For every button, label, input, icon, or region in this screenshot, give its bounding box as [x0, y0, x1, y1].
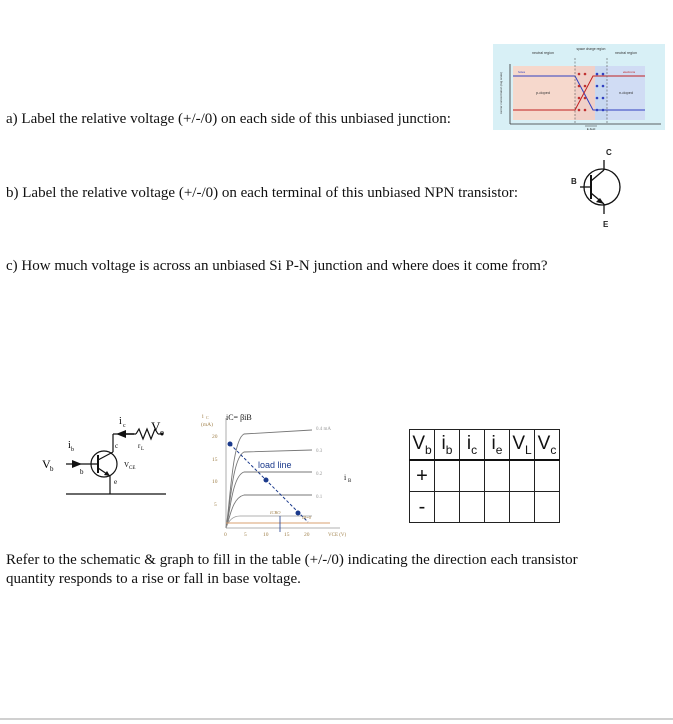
- pn-junction-diagram: [493, 44, 665, 130]
- graph-xtick-0: 0: [224, 532, 227, 538]
- question-c: c) How much voltage is across an unbiased Si P-N junction and where does it come from?: [6, 258, 548, 274]
- schematic-vo: V: [151, 419, 161, 434]
- graph-ytick-3: 5: [214, 502, 217, 508]
- schematic-vo-sub: o: [160, 428, 164, 437]
- row-sign-minus: -: [410, 492, 435, 523]
- schematic-c-node: c: [115, 442, 119, 450]
- npn-base-label: B: [571, 177, 577, 186]
- schematic-ib: i: [68, 440, 71, 451]
- schematic-vce-sub: CE: [129, 466, 136, 471]
- graph-ib-zero-label: iB=0: [302, 515, 312, 520]
- table-cell[interactable]: [435, 492, 460, 523]
- graph-curve-label-3: 0.1: [316, 495, 323, 500]
- row-sign-plus: +: [410, 460, 435, 492]
- schematic-e-node: e: [114, 478, 118, 486]
- graph-xtick-2: 10: [263, 532, 269, 538]
- schematic-rl: r: [138, 442, 141, 450]
- schematic-ic: i: [119, 416, 122, 427]
- npn-collector-label: C: [606, 148, 612, 157]
- table-cell[interactable]: [460, 460, 485, 492]
- graph-ib-axis: i: [344, 473, 347, 482]
- table-cell[interactable]: [510, 460, 535, 492]
- junction-electrons-label: electrons: [623, 70, 636, 74]
- graph-curve-label-1: 0.3: [316, 449, 323, 454]
- graph-ylabel-ic: i: [202, 414, 204, 420]
- graph-ytick-0: 20: [212, 434, 218, 440]
- schematic-ib-sub: b: [71, 447, 74, 453]
- schematic-vb-sub: b: [50, 465, 54, 473]
- divider: [0, 718, 673, 720]
- junction-holes-label: holes: [518, 70, 526, 74]
- response-table: [409, 429, 560, 523]
- output-characteristics-graph: [200, 410, 376, 540]
- schematic-vce: V: [124, 461, 130, 469]
- question-b: b) Label the relative voltage (+/-/0) on each terminal of this unbiased NPN transistor:: [6, 185, 519, 201]
- question-a: a) Label the relative voltage (+/-/0) on each side of this unbiased junction:: [6, 111, 451, 127]
- header-vc: $V_c$: [535, 430, 560, 461]
- schematic-vb: V: [42, 457, 51, 471]
- graph-ylabel-sub: C: [206, 415, 209, 420]
- table-cell[interactable]: [435, 460, 460, 492]
- table-cell[interactable]: [510, 492, 535, 523]
- junction-neutral-left: neutral region: [532, 51, 554, 55]
- graph-xtick-4: 20: [304, 532, 310, 538]
- graph-curve-label-2: 0.2: [316, 472, 323, 477]
- instruction-text: Refer to the schematic & graph to fill in the table (+/-/0) indicating the direction each transistor quantity responds to a rise or fall in base voltage.: [6, 552, 578, 587]
- amplifier-schematic: [38, 412, 178, 498]
- graph-xlabel: VCE (V): [328, 533, 347, 538]
- junction-depletion-label: space charge region: [576, 47, 606, 51]
- schematic-b-node: b: [80, 468, 84, 476]
- header-vb: $V_b$: [410, 430, 435, 461]
- junction-n-side: n-doped: [619, 91, 633, 95]
- graph-ylabel-units: (mA): [201, 422, 213, 428]
- graph-load-line-label: load line: [258, 460, 292, 470]
- junction-efield-label: E-field: [586, 127, 596, 130]
- npn-emitter-label: E: [603, 220, 609, 229]
- header-ib: $i_b$: [435, 430, 460, 461]
- table-row: [410, 460, 560, 492]
- table-cell[interactable]: [485, 460, 510, 492]
- table-cell[interactable]: [535, 492, 560, 523]
- table-row: [410, 492, 560, 523]
- graph-ib-axis-sub: B: [348, 479, 352, 484]
- header-ic: $i_c$: [460, 430, 485, 461]
- table-cell[interactable]: [460, 492, 485, 523]
- schematic-rl-sub: L: [141, 447, 145, 452]
- graph-ytick-2: 10: [212, 479, 218, 485]
- header-vl: $V_L$: [510, 430, 535, 461]
- junction-neutral-right: neutral region: [615, 51, 637, 55]
- npn-transistor-symbol: [566, 148, 636, 230]
- graph-xtick-1: 5: [244, 532, 247, 538]
- table-cell[interactable]: [535, 460, 560, 492]
- graph-formula: iC= βiB: [226, 413, 252, 422]
- graph-icbo-label: ICBO: [270, 510, 281, 515]
- table-header-row: [410, 430, 560, 461]
- table-cell[interactable]: [485, 492, 510, 523]
- header-ie: $i_e$: [485, 430, 510, 461]
- schematic-ic-sub: c: [123, 423, 126, 429]
- junction-yaxis-label: carrier concentration (log scale): [499, 71, 503, 114]
- graph-curve-label-0: 0.4 mA: [316, 427, 331, 432]
- graph-xtick-3: 15: [284, 532, 290, 538]
- graph-ytick-1: 15: [212, 457, 218, 463]
- junction-p-side: p-doped: [536, 91, 550, 95]
